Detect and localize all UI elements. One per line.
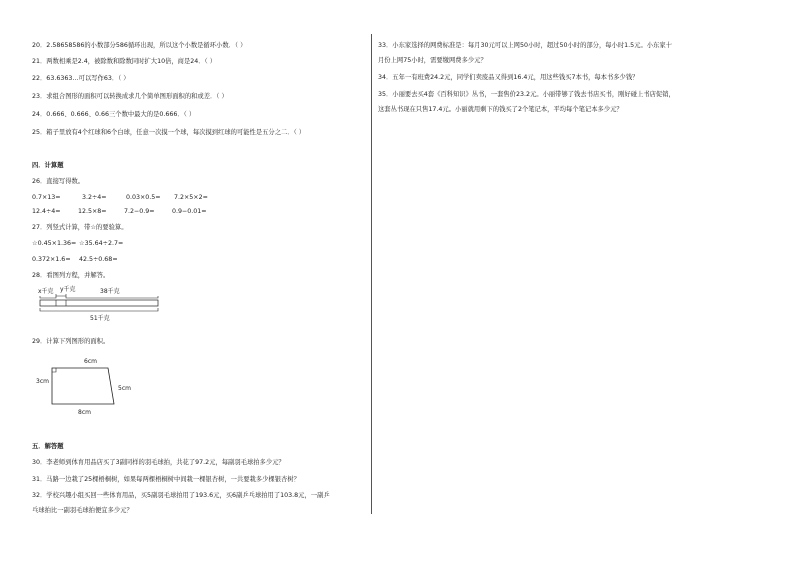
label-38-kg: 38千克 [100,288,120,295]
label-right-5cm: 5cm [118,385,131,392]
shape-hidden-4 [52,368,114,404]
question-29: 29．计算下列图形的面积。 [32,338,110,345]
calc-cell: 0.372×1.6= [32,256,71,263]
brace-x [40,296,56,298]
shape-hidden-3 [52,366,114,404]
question-33-line1: 33．小东家选择的网费标准是：每月30元可以上网50小时，超过50小时的部分，每小时1.5元。小东家十 [378,42,672,49]
question-22-part1: 22．63.6363…可以写作6 [32,75,108,82]
label-x-kg: x千克 [38,288,54,295]
brace-total [40,308,158,311]
trapezoid-outline [52,368,114,404]
question-24-part3: 6三个数中最大的是0.666．（ ） [104,111,196,118]
segment-bar [40,300,158,306]
column-divider [371,34,372,514]
question-22 [32,75,130,83]
section-heading-word-problems: 五．解答题 [32,443,64,450]
calc-cell: 0.03×0.5= [126,194,161,201]
shape-hidden [52,366,114,406]
question-34: 34．五年一有班费24.2元，同学们卖废品又得到16.4元，用这些钱买7本书，每本书多少钱？ [378,74,639,81]
brace-y [56,294,66,296]
question-20: 20．2.58658586的小数部分586循环出现，所以这个小数是循环小数．（ ） [32,42,247,49]
segment-diagram [38,284,178,330]
brace-38 [66,296,158,298]
question-23: 23．求组合图形的面积可以转换成求几个简单图形面积的和或差．（ ） [32,93,228,100]
question-24-part1: 24．0.6 [32,111,57,118]
question-32-line2: 乓球拍比一副羽毛球拍便宜多少元？ [32,507,133,514]
question-21: 21．两数相乘是2.4，被除数和除数同时扩大10倍，商是24．（ ） [32,58,217,65]
section-heading-calculation: 四．计算题 [32,162,64,169]
label-bottom-8cm: 8cm [78,409,91,416]
question-22-part2: 3．（ ） [107,75,130,82]
label-51-kg: 51千克 [90,315,110,322]
calc-cell: 7.2−0.9= [124,208,155,215]
calc-cell: 12.4÷4= [32,208,61,215]
label-top-6cm: 6cm [84,358,97,365]
question-30: 30．李老师到体育用品店买了3副同样的羽毛球拍，共花了97.2元，每副羽毛球拍多少元？ [32,459,285,466]
calc-cell: 12.5×8= [78,208,107,215]
calc-cell: 42.5÷0.68= [79,256,118,263]
calc-cell: ☆35.64÷2.7= [79,240,124,247]
question-24 [32,111,195,119]
question-26: 26．直接写得数。 [32,178,85,185]
question-35-line2: 这套丛书现在只售17.4元。小丽就用剩下的钱买了2个笔记本，平均每个笔记本多少元？ [378,106,623,113]
shape-hidden-2 [52,366,112,406]
question-33-line2: 月份上网75小时，需要缴网费多少元？ [378,57,487,64]
calc-cell: 0.9−0.01= [172,208,207,215]
question-27: 27．列竖式计算，带☆的要验算。 [32,224,128,231]
label-y-kg: y千克 [60,286,76,293]
calc-cell: 7.2×5×2= [174,194,208,201]
calc-cell: ☆0.45×1.36= [32,240,77,247]
shape-placeholder [52,366,114,406]
question-25: 25．箱子里放有4个红球和6个白球，任意一次摸一个球，每次摸到红球的可能性是五分之二．（ ） [32,129,306,136]
trapezoid-figure [36,356,146,418]
question-35-line1: 35．小丽要去买4套《百科知识》丛书，一套售价23.2元。小丽带够了钱去书店买书，刚好碰上书店促销， [378,91,675,98]
question-28: 28．看图列方程，并解答。 [32,272,110,279]
calc-cell: 0.7×13= [32,194,61,201]
question-24-part2: 66、0.666、0.6 [56,111,105,118]
calc-cell: 3.2÷4= [82,194,107,201]
right-angle-mark [52,368,56,372]
question-31: 31．马路一边栽了25棵梧桐树，如果每两棵梧桐树中间栽一棵银杏树，一共要栽多少棵银杏树？ [32,476,300,483]
question-32-line1: 32．学校兴趣小组买回一些体育用品，买5副羽毛球拍用了193.6元，买6副乒乓球拍用了103.8元，一副乒 [32,492,330,499]
label-left-3cm: 3cm [36,378,49,385]
